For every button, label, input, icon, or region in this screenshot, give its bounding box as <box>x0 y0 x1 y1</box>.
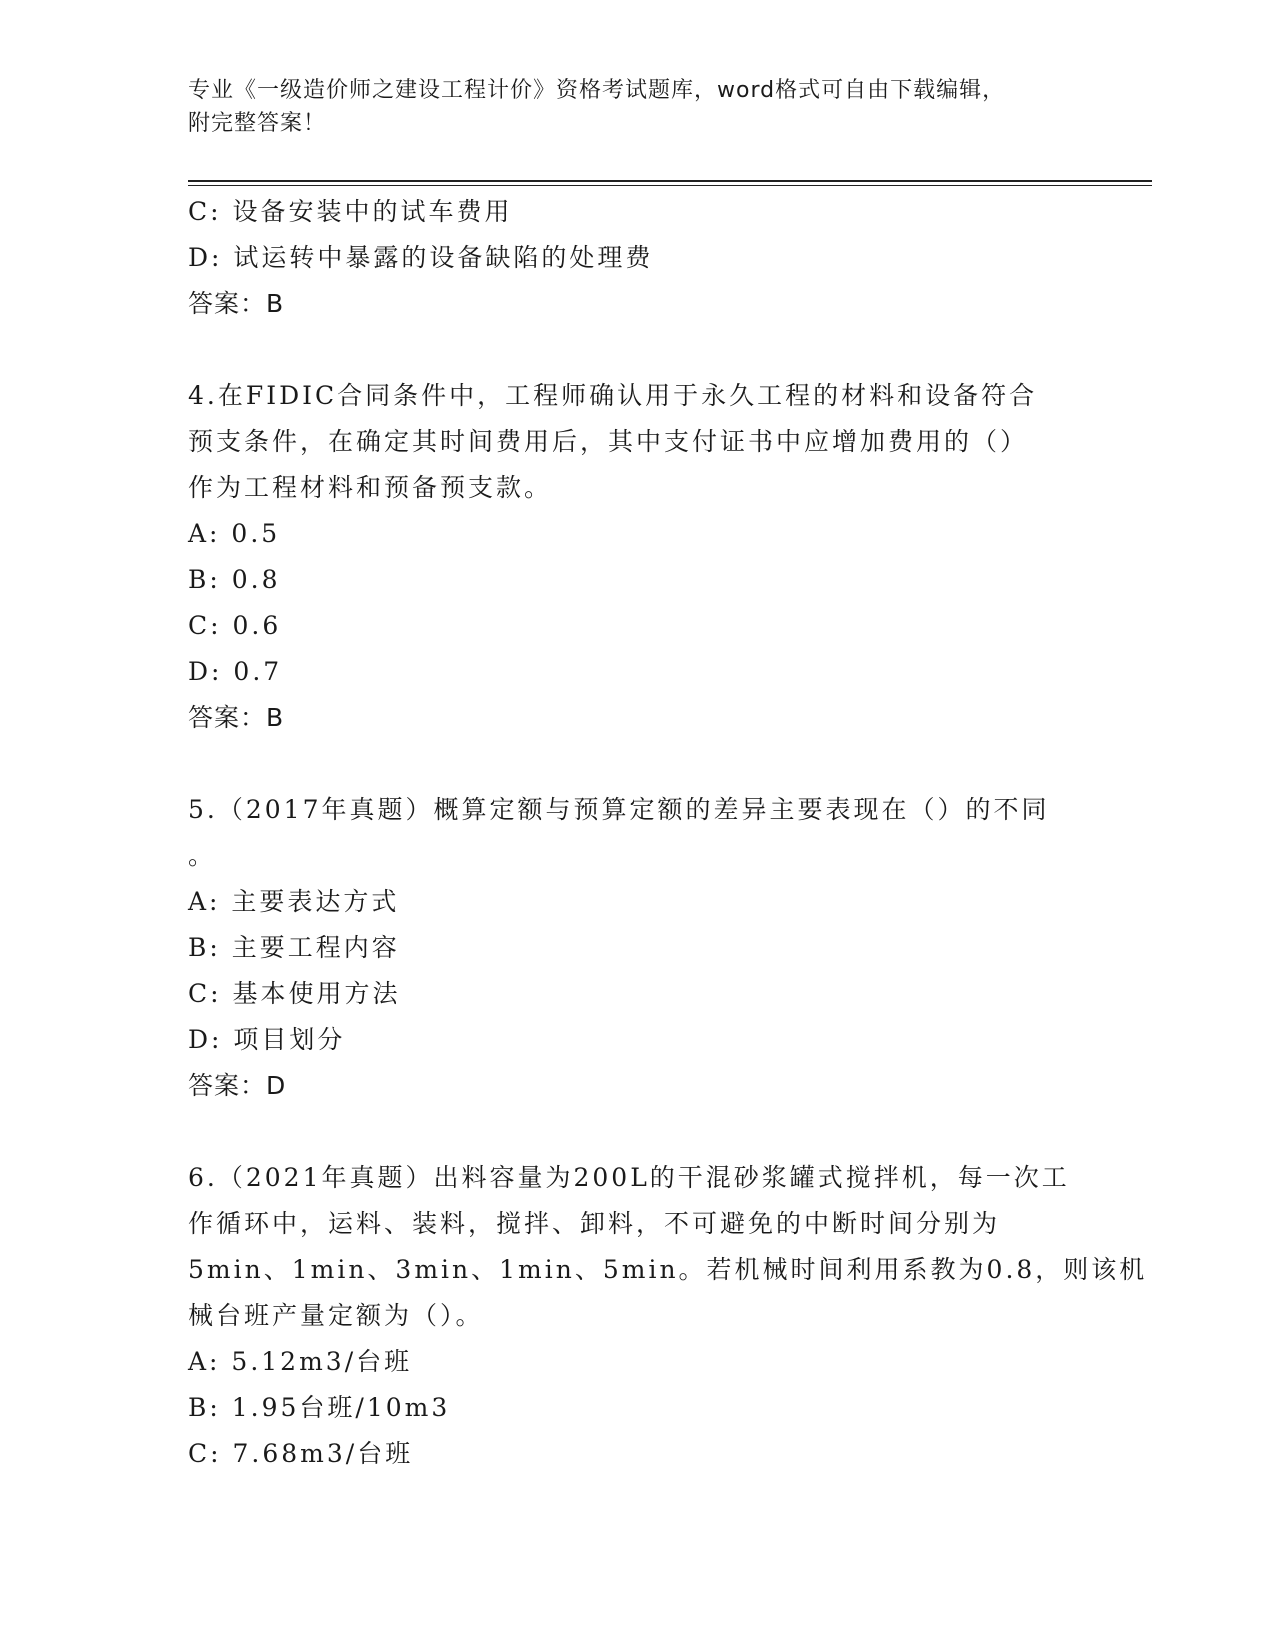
question-4-text-line-1: 4.在FIDIC合同条件中，工程师确认用于永久工程的材料和设备符合 <box>188 381 1038 410</box>
question-6-text-line-1: 6.（2021年真题）出料容量为200L的干混砂浆罐式搅拌机，每一次工 <box>188 1163 1070 1192</box>
option-c: C: 7.68m3/台班 <box>188 1439 414 1468</box>
option-d: D: 0.7 <box>188 657 283 686</box>
option-c: C: 设备安装中的试车费用 <box>188 197 513 226</box>
question-4 <box>188 373 1088 741</box>
header-rule-thin <box>188 185 1152 186</box>
question-6-text-line-4: 械台班产量定额为（）。 <box>188 1301 484 1330</box>
question-5-text-line-1: 5.（2017年真题）概算定额与预算定额的差异主要表现在（）的不同 <box>188 795 1050 824</box>
option-a: A: 5.12m3/台班 <box>188 1347 413 1376</box>
option-b: B: 0.8 <box>188 565 281 594</box>
option-d: D: 项目划分 <box>188 1025 346 1054</box>
header-line-2: 附完整答案！ <box>188 111 327 136</box>
answer: 答案：B <box>188 289 285 318</box>
option-b: B: 1.95台班/10m3 <box>188 1393 451 1422</box>
question-5 <box>188 787 1088 1109</box>
option-c: C: 基本使用方法 <box>188 979 401 1008</box>
spacer <box>188 1109 1088 1155</box>
header-rule-thick <box>188 180 1152 182</box>
document-header <box>188 74 1088 140</box>
question-5-text-line-2: 。 <box>188 841 217 870</box>
question-6-text-line-2: 作循环中，运料、装料，搅拌、卸料，不可避免的中断时间分别为 <box>188 1209 1001 1238</box>
option-a: A: 主要表达方式 <box>188 887 400 916</box>
option-a: A: 0.5 <box>188 519 281 548</box>
option-b: B: 主要工程内容 <box>188 933 400 962</box>
answer: 答案：D <box>188 1071 287 1100</box>
option-d: D: 试运转中暴露的设备缺陷的处理费 <box>188 243 654 272</box>
question-prev <box>188 189 1088 327</box>
question-4-text-line-2: 预支条件，在确定其时间费用后，其中支付证书中应增加费用的（） <box>188 427 1029 456</box>
option-c: C: 0.6 <box>188 611 282 640</box>
question-4-text-line-3: 作为工程材料和预备预支款。 <box>188 473 553 502</box>
question-body <box>188 189 1148 1477</box>
answer: 答案：B <box>188 703 285 732</box>
question-6-text-line-3: 5min、1min、3min、1min、5min。若机械时间利用系教为0.8，则该机 <box>188 1255 1148 1284</box>
spacer <box>188 327 1088 373</box>
header-line-1: 专业《一级造价师之建设工程计价》资格考试题库，word格式可自由下载编辑， <box>188 78 1006 103</box>
question-6 <box>188 1155 1148 1477</box>
spacer <box>188 741 1088 787</box>
